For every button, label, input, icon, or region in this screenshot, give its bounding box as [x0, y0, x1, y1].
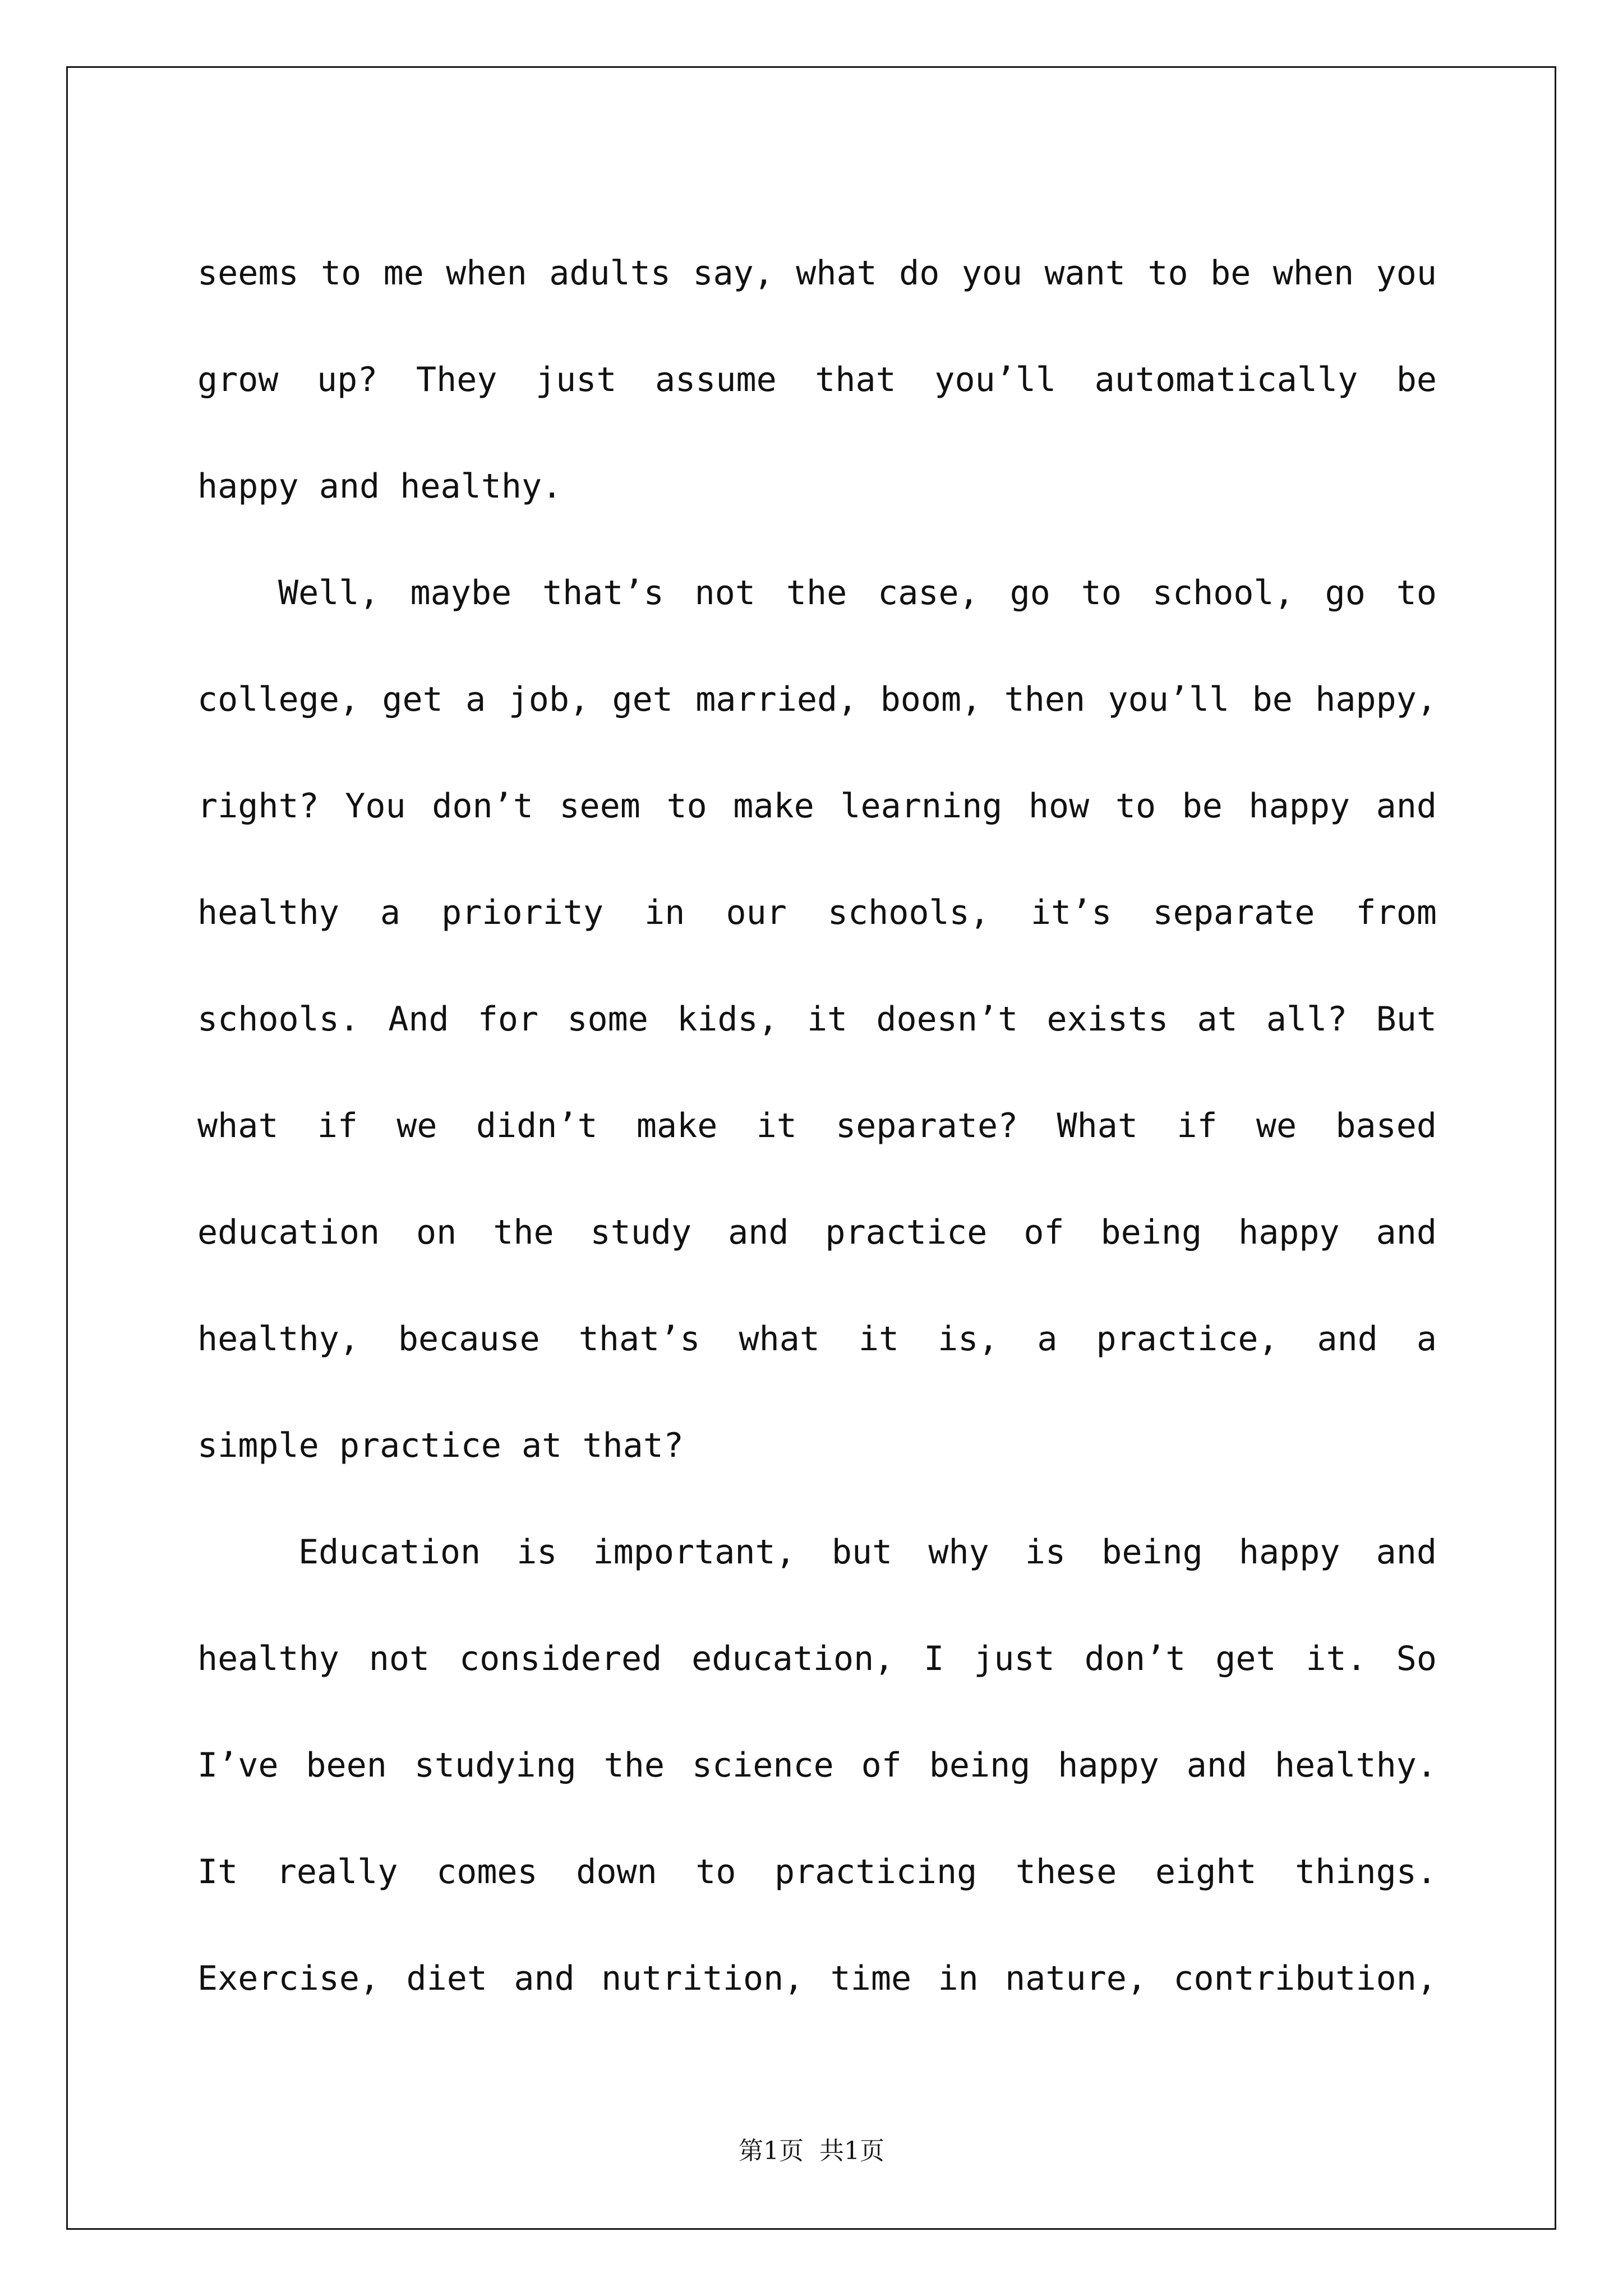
text-line: happy and healthy.: [197, 467, 562, 506]
text-line: I’ve been studying the science of being happy and healthy.: [197, 1746, 1437, 1785]
text-line: healthy not considered education, I just don’t get it. So: [197, 1639, 1437, 1678]
text-line: Exercise, diet and nutrition, time in nature, contribution,: [197, 1959, 1437, 1998]
document-body: [197, 220, 1437, 2032]
text-line: seems to me when adults say, what do you want to be when you: [197, 254, 1437, 293]
text-line: Education is important, but why is being happy and: [298, 1533, 1437, 1572]
text-line: healthy a priority in our schools, it’s separate from: [197, 893, 1437, 932]
text-line: healthy, because that’s what it is, a practice, and a: [197, 1319, 1437, 1359]
text-line: simple practice at that?: [197, 1426, 684, 1465]
page-number-footer: 第1页 共1页: [739, 2137, 884, 2165]
text-line: education on the study and practice of being happy and: [197, 1213, 1437, 1252]
text-line: what if we didn’t make it separate? What if we based: [197, 1106, 1437, 1145]
text-line: schools. And for some kids, it doesn’t exists at all? But: [197, 1000, 1437, 1039]
text-line: right? You don’t seem to make learning how to be happy and: [197, 786, 1437, 826]
text-line: grow up? They just assume that you’ll automatically be: [197, 360, 1437, 399]
text-line: college, get a job, get married, boom, then you’ll be happy,: [197, 680, 1437, 719]
text-line: It really comes down to practicing these eight things.: [197, 1852, 1437, 1892]
text-line: Well, maybe that’s not the case, go to school, go to: [278, 573, 1437, 613]
